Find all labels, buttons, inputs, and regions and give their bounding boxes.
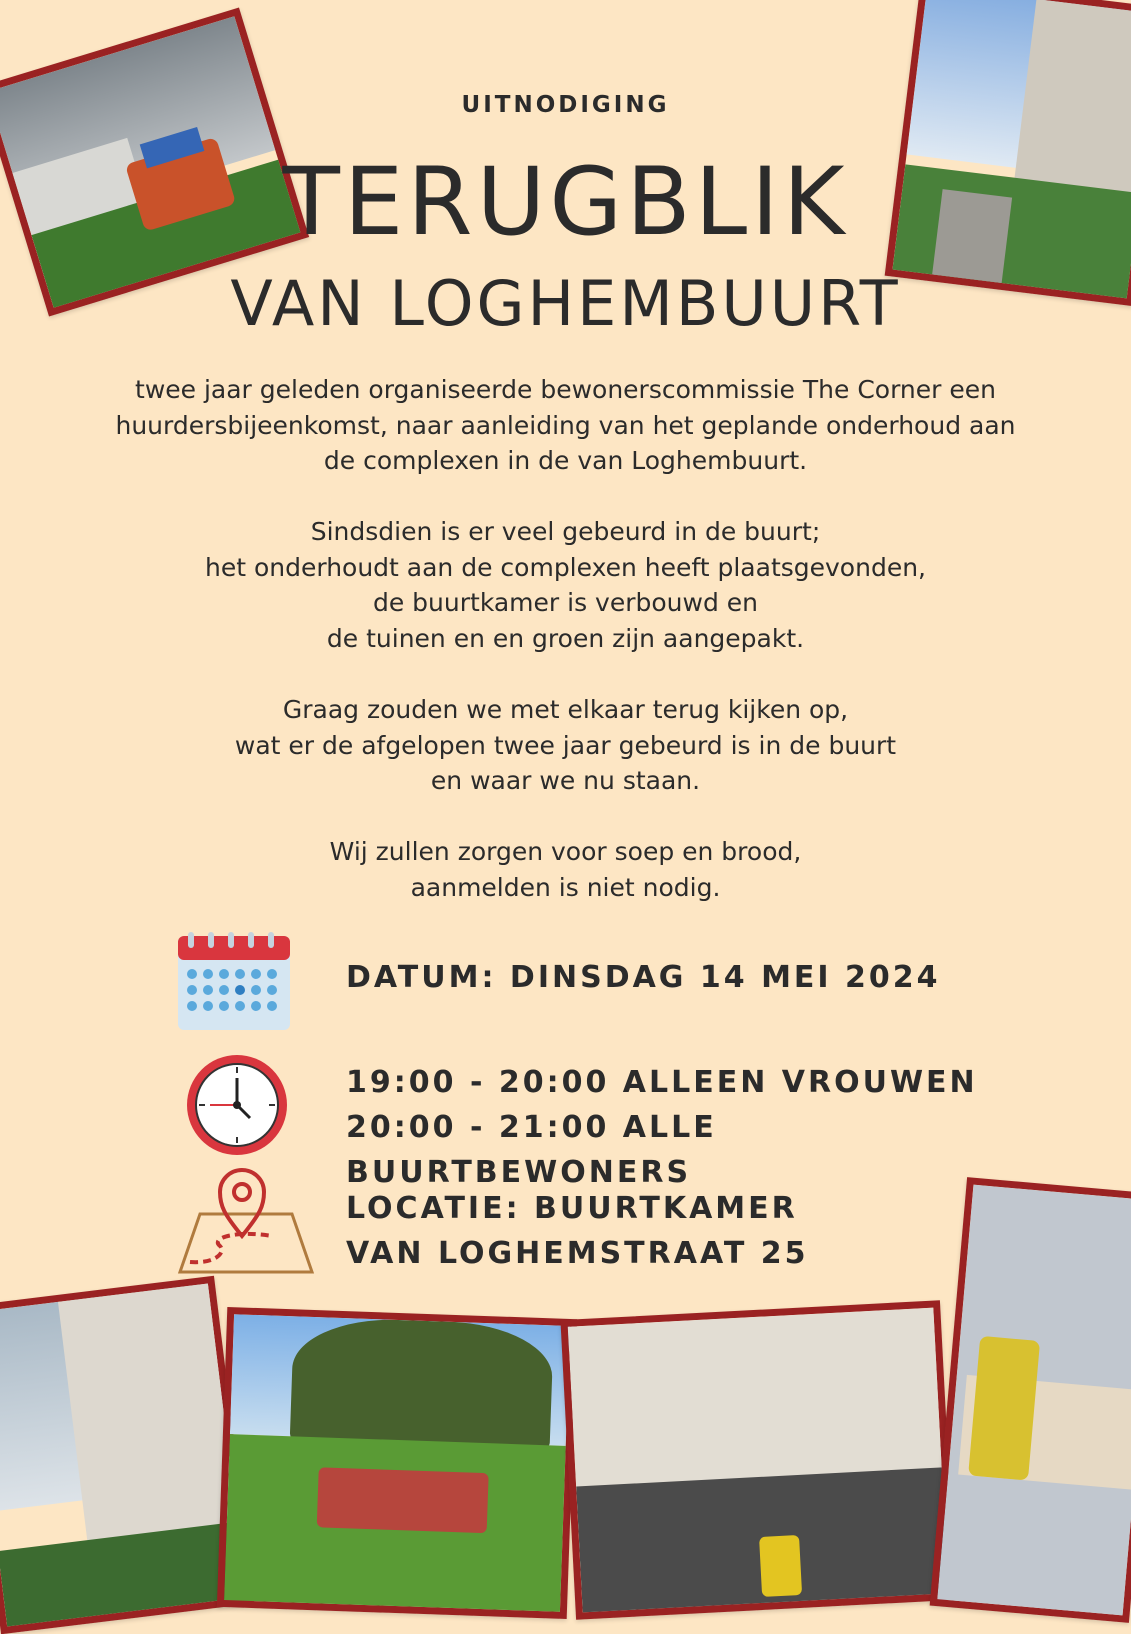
location-address: VAN LOGHEMSTRAAT 25	[346, 1236, 809, 1271]
event-date	[346, 955, 1066, 1000]
time-slot-women: 19:00 - 20:00 ALLEEN VROUWEN	[346, 1065, 978, 1100]
photo-flats-bottom-left	[0, 1276, 254, 1634]
date-text: DATUM: DINSDAG 14 MEI 2024	[346, 960, 941, 995]
time-slot-all-residents: 20:00 - 21:00 ALLE BUURTBEWONERS	[346, 1110, 717, 1190]
photo-street-gathering	[560, 1300, 955, 1619]
page-title: TERUGBLIK	[282, 148, 849, 257]
page-subtitle: VAN LOGHEMBUURT	[230, 267, 901, 340]
calendar-icon	[176, 928, 292, 1038]
clock-icon	[184, 1052, 290, 1162]
event-times	[346, 1060, 1066, 1195]
changes-paragraph: Sindsdien is er veel gebeurd in de buurt; het onderhoudt aan de complexen heeft plaatsgevonden, de buurtkamer is verbouwd en de tuinen en en groen zijn aangepakt.	[204, 517, 926, 653]
catering-paragraph: Wij zullen zorgen voor soep en brood, aanmelden is niet nodig.	[329, 837, 802, 902]
photo-garden-picnic	[217, 1307, 577, 1619]
event-location	[346, 1186, 1066, 1276]
invitation-label: UITNODIGING	[461, 92, 670, 118]
map-pin-icon	[176, 1166, 316, 1280]
location-name: LOCATIE: BUURTKAMER	[346, 1191, 798, 1226]
intro-paragraph: twee jaar geleden organiseerde bewonerscommissie The Corner een huurdersbijeenkomst, naar aanleiding van het geplande onderhoud aan de complexen in de van Loghembuurt.	[115, 375, 1016, 475]
lookback-paragraph: Graag zouden we met elkaar terug kijken op, wat er de afgelopen twee jaar gebeurd is in de buurt en waar we nu staan.	[234, 695, 897, 795]
